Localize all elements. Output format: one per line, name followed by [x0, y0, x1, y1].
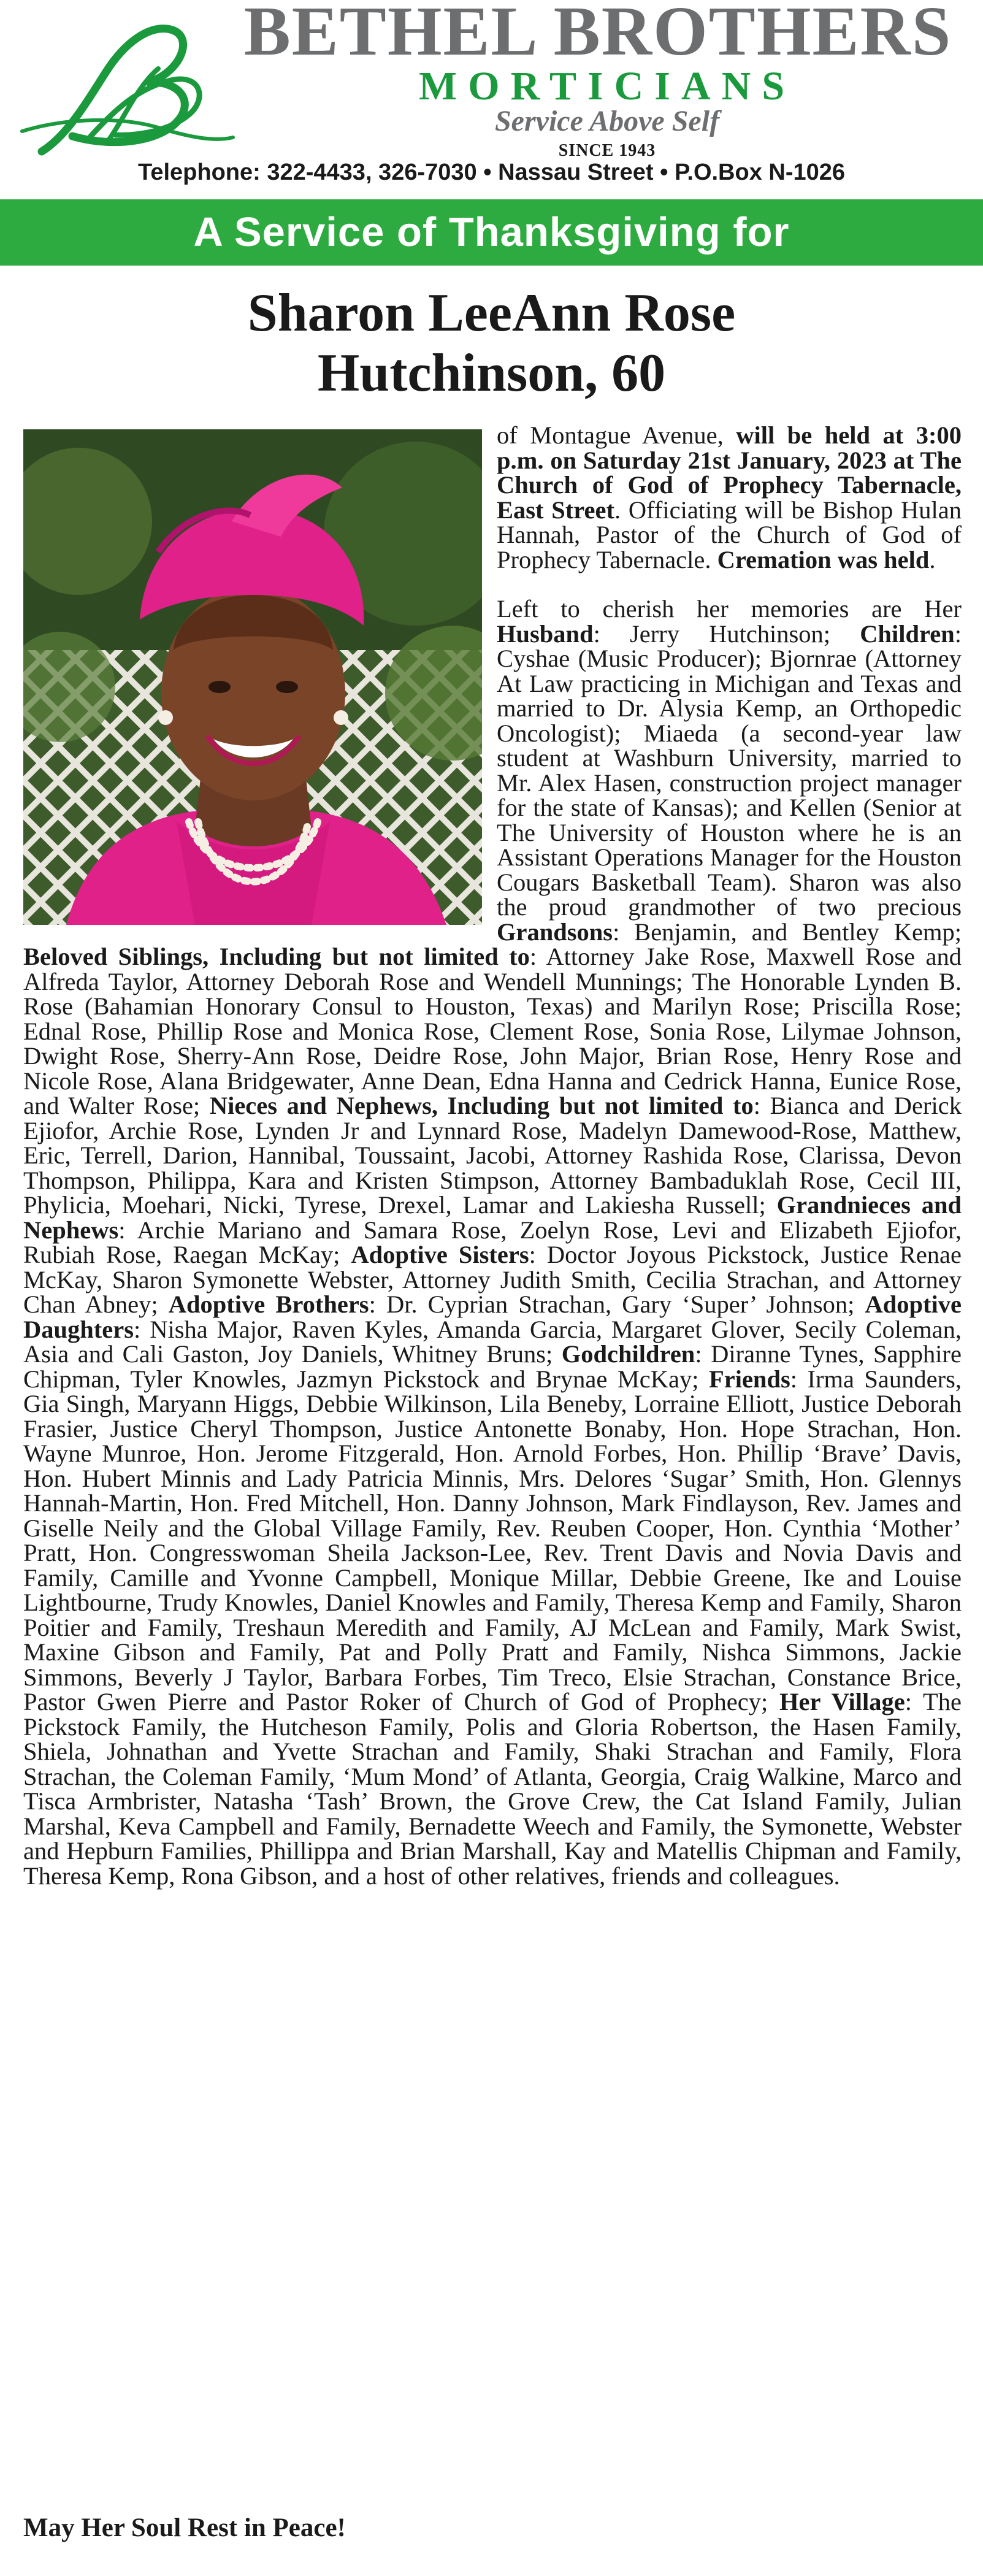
- text-run: of Montague Avenue,: [497, 421, 736, 449]
- mortuary-header: [0, 0, 983, 202]
- text-run: : Doctor Joyous Pickstock, Justice Renae McKay, Sharon Symonette Webster, Attorney Judith Smith, Cecilia Strachan, and Attorney Chan Abney;: [23, 1241, 962, 1318]
- text-run: : Cyshae (Music Producer); Bjornrae (Attorney At Law practicing in Michigan and Texas and married to Dr. Alysia Kemp, an Orthopedic Oncologist); Miaeda (a second-year law student at Washburn University, married to Mr. Alex Hasen, construction project manager for the state of Kansas); and Kellen (Senior at The University of Houston where he is an Assistant Operations Manager for the Houston Cougars Basketball Team). Sharon was also the proud grandmother of two precious: [497, 619, 962, 921]
- bold-heading-run: Godchildren: [561, 1340, 695, 1368]
- text-run: : Benjamin, and Bentley Kemp;: [613, 918, 962, 946]
- bold-heading-run: Husband: [497, 619, 594, 648]
- obituary-text: [23, 423, 962, 1888]
- text-run: : Irma Saunders, Gia Singh, Maryann Higgs, Debbie Wilkinson, Lila Beneby, Lorraine Elliott, Justice Deborah Frasier, Justice Cheryl Thompson, Justice Antonette Bonaby, Hon. Hope Strachan, Hon. Wayne Munroe, Hon. Jerome Fitzgerald, Hon. Arnold Forbes, Hon. Phillip ‘Brave’ Davis, Hon. Hubert Minnis and Lady Patricia Minnis, Mrs. Delores ‘Sugar’ Smith, Hon. Glennys Hannah-Martin, Hon. Fred Mitchell, Hon. Danny Johnson, Mark Findlayson, Rev. James and Giselle Neily and the Global Village Family, Rev. Reuben Cooper, Hon. Cynthia ‘Mother’ Pratt, Hon. Congresswoman Sheila Jackson-Lee, Rev. Trent Davis and Novia Davis and Family, Camille and Yvonne Campbell, Monique Millar, Debbie Greene, Ike and Louise Lightbourne, Trudy Knowles, Daniel Knowles and Family, Theresa Kemp and Family, Sharon Poitier and Family, Treshaun Meredith and Family, AJ McLean and Family, Mark Swist, Maxine Gibson and Family, Pat and Polly Pratt and Family, Nishca Simmons, Jackie Simmons, Beverly J Taylor, Barbara Forbes, Tim Treco, Elsie Strachan, Constance Brice, Pastor Gwen Pierre and Pastor Roker of Church of God of Prophecy;: [23, 1365, 962, 1715]
- text-run: .: [929, 545, 936, 573]
- contact-line: Telephone: 322-4433, 326-7030 • Nassau Street • P.O.Box N-1026: [137, 159, 846, 185]
- bold-heading-run: Grandnieces and Nephews: [23, 1191, 962, 1244]
- text-run: : Archie Mariano and Samara Rose, Zoelyn Rose, Levi and Elizabeth Ejiofor, Rubiah Rose, Raegan McKay;: [23, 1216, 962, 1268]
- text-run: : Bianca and Derick Ejiofor, Archie Rose, Lynden Jr and Lynnard Rose, Madelyn Damewood-Rose, Matthew, Eric, Terrell, Darion, Hannibal, Toussaint, Jacobi, Attorney Rashida Rose, Clarissa, Devon Thompson, Philippa, Kara and Kristen Stimpson, Attorney Bambaduklah Rose, Cecil III, Phylicia, Moehari, Nicki, Tyrese, Drexel, Lamar and Lakiesha Russell;: [23, 1092, 962, 1219]
- bold-heading-run: Her Village: [779, 1688, 905, 1715]
- text-run: : Attorney Jake Rose, Maxwell Rose and Alfreda Taylor, Attorney Deborah Rose and Wendell Munnings; The Honorable Lynden B. Rose (Bahamian Honorary Consul to Houston, Texas) and Marilyn Rose; Priscilla Rose; Ednal Rose, Phillip Rose and Monica Rose, Clement Rose, Sonia Rose, Lilymae Johnson, Dwight Rose, Sherry-Ann Rose, Deidre Rose, John Major, Brian Rose, Henry Rose and Nicole Rose, Alana Bridgewater, Anne Dean, Edna Hanna and Cedrick Hanna, Eunice Rose, and Walter Rose;: [23, 943, 962, 1119]
- brand-tagline: Service Above Self: [494, 105, 720, 137]
- text-run: : Jerry Hutchinson;: [593, 619, 860, 648]
- bold-heading-run: Adoptive Daughters: [23, 1290, 962, 1343]
- bold-heading-run: Grandsons: [497, 918, 613, 946]
- brand-name: BETHEL BROTHERS: [243, 0, 952, 70]
- bold-heading-run: Beloved Siblings, Including but not limited to: [23, 943, 530, 970]
- service-banner: A Service of Thanksgiving for: [0, 199, 983, 266]
- bold-heading-run: Friends: [708, 1365, 790, 1393]
- bold-heading-run: Adoptive Sisters: [351, 1241, 529, 1268]
- text-run: Left to cherish her memories are Her: [497, 595, 962, 623]
- established-year: SINCE 1943: [558, 141, 656, 160]
- closing-line: May Her Soul Rest in Peace!: [23, 2513, 346, 2542]
- deceased-name-line-2: Hutchinson, 60: [317, 343, 666, 403]
- text-run: . Officiating will be Bishop Hulan Hannah, Pastor of the Church of God of Prophecy Tabernacle.: [497, 496, 962, 573]
- deceased-name-line-1: Sharon LeeAnn Rose: [247, 283, 736, 343]
- text-run: : Dr. Cyprian Strachan, Gary ‘Super’ Johnson;: [369, 1290, 865, 1318]
- text-run: : Diranne Tynes, Sapphire Chipman, Tyler Knowles, Jazmyn Pickstock and Brynae McKay;: [23, 1340, 962, 1393]
- bold-heading-run: Cremation was held: [717, 545, 930, 573]
- bold-heading-run: Adoptive Brothers: [168, 1290, 369, 1318]
- bold-heading-run: will be held at 3:00 p.m. on Saturday 21st January, 2023 at The Church of God of Prophecy Tabernacle, East Street: [497, 421, 962, 524]
- text-run: : The Pickstock Family, the Hutcheson Family, Polis and Gloria Robertson, the Hasen Family, Shiela, Johnathan and Yvette Strachan and Family, Shaki Strachan and Family, Flora Strachan, the Coleman Family, ‘Mum Mond’ of Atlanta, Georgia, Craig Walkine, Marco and Tisca Armbrister, Natasha ‘Tash’ Brown, the Grove Crew, the Cat Island Family, Julian Marshal, Keva Campbell and Family, Bernadette Weech and Family, the Symonette, Webster and Hepburn Families, Phillippa and Brian Marshall, Kay and Matellis Chipman and Family, Theresa Kemp, Rona Gibson, and a host of other relatives, friends and colleagues.: [23, 1688, 962, 1890]
- bold-heading-run: Children: [860, 619, 955, 648]
- deceased-name: [0, 283, 983, 404]
- brand-subtitle: MORTICIANS: [418, 64, 796, 109]
- portrait-spacer: [23, 423, 497, 937]
- text-run: : Nisha Major, Raven Kyles, Amanda Garcia, Margaret Glover, Secily Coleman, Asia and Cali Gaston, Joy Daniels, Whitney Bruns;: [23, 1315, 962, 1368]
- bold-heading-run: Nieces and Nephews, Including but not limited to: [209, 1092, 754, 1119]
- bb-monogram-logo: [17, 13, 238, 161]
